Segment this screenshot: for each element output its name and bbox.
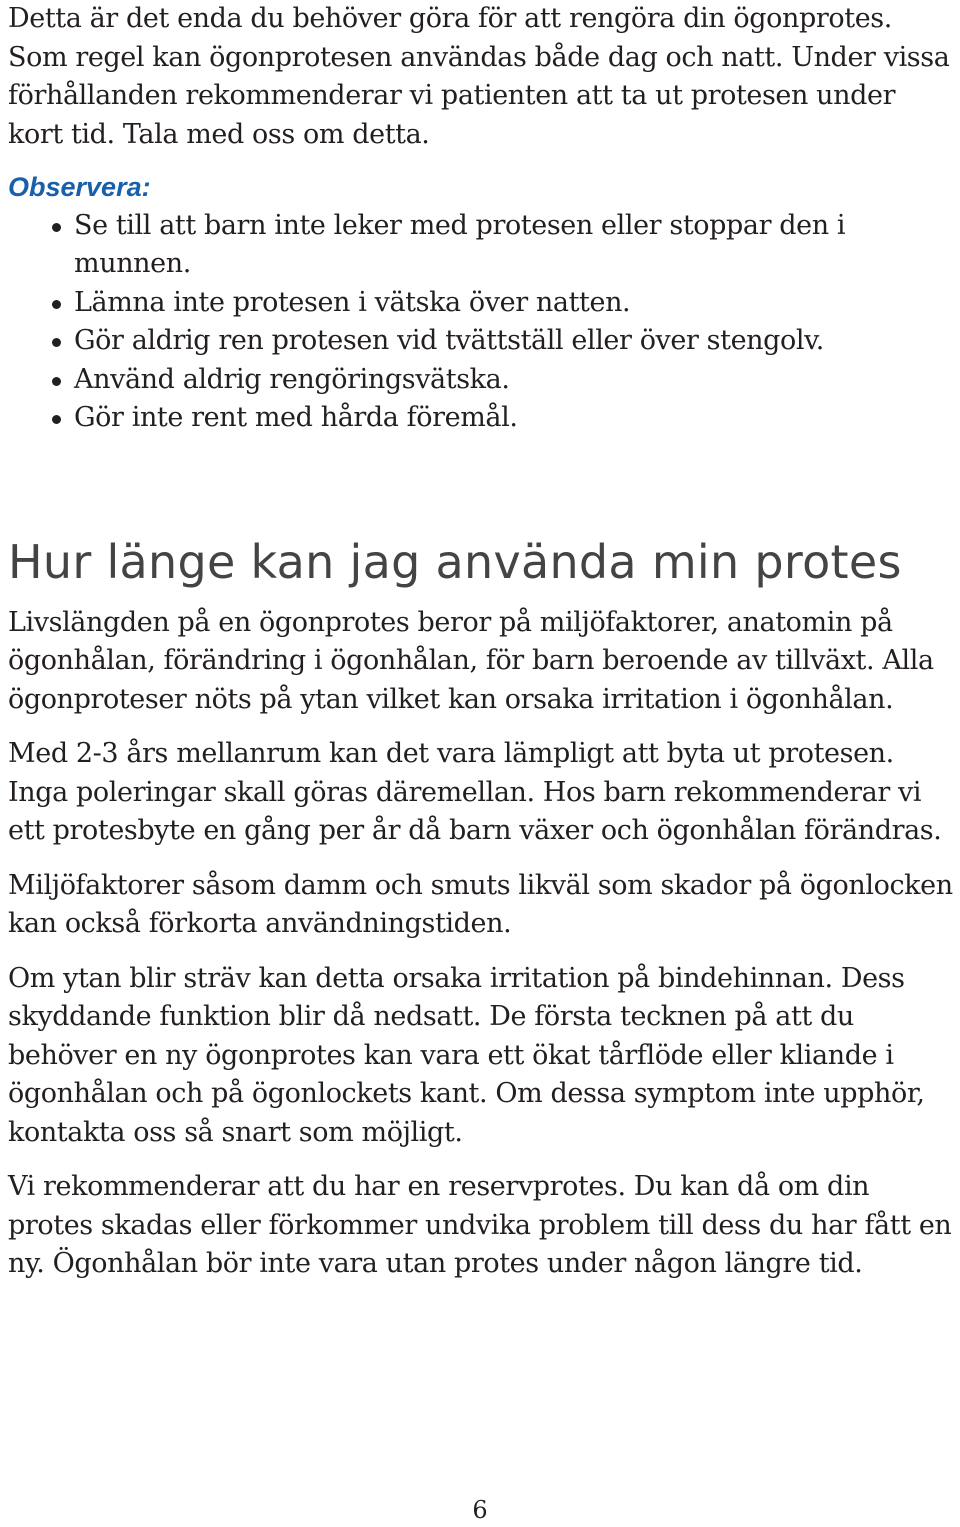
list-item (8, 399, 954, 438)
bullet-icon (52, 300, 61, 309)
list-item-text: Se till att barn inte leker med protesen eller stoppar den i munnen. (74, 209, 846, 279)
note-label: Observera: (8, 172, 151, 202)
list-item-text: Gör aldrig ren protesen vid tvättställ eller över stengolv. (74, 325, 824, 356)
document-page (8, 0, 954, 1284)
list-item-text: Gör inte rent med hårda föremål. (74, 402, 518, 433)
bullet-icon (52, 377, 61, 386)
intro-paragraph: Detta är det enda du behöver göra för att rengöra din ögonprotes. Som regel kan ögonprotesen användas både dag och natt. Under vissa förhållanden rekommenderar vi patienten att ta ut protesen under kort tid. Tala med oss om detta. (8, 3, 950, 150)
list-item (8, 361, 954, 400)
section-paragraph: Livslängden på en ögonprotes beror på miljöfaktorer, anatomin på ögonhålan, förändring i ögonhålan, för barn beroende av tillväxt. Alla ögonproteser nöts på ytan vilket kan orsaka irritation i ögonhålan. (8, 606, 934, 715)
list-item (8, 284, 954, 323)
section-paragraph: Med 2-3 års mellanrum kan det vara lämpligt att byta ut protesen. Inga poleringar skall göras däremellan. Hos barn rekommenderar vi ett protesbyte en gång per år då barn växer och ögonhålan förändras. (8, 738, 942, 846)
section-paragraph: Vi rekommenderar att du har en reservprotes. Du kan då om din protes skadas eller förkommer undvika problem till dess du har fått en ny. Ögonhålan bör inte vara utan protes under någon längre tid. (8, 1171, 952, 1279)
note-list (8, 207, 954, 438)
list-item (8, 207, 954, 284)
page-number: 6 (472, 1496, 488, 1524)
section-heading: Hur länge kan jag använda min protes (8, 534, 902, 589)
bullet-icon (52, 415, 61, 424)
section-paragraph: Om ytan blir sträv kan detta orsaka irritation på bindehinnan. Dess skyddande funktion blir då nedsatt. De första tecknen på att du behöver en ny ögonprotes kan vara ett ökat tårflöde eller kliande i ögonhålan och på ögonlockets kant. Om dessa symptom inte upphör, kontakta oss så snart som möjligt. (8, 962, 925, 1148)
bullet-icon (52, 223, 61, 232)
list-item-text: Lämna inte protesen i vätska över natten. (74, 286, 631, 318)
list-item-text: Använd aldrig rengöringsvätska. (74, 363, 510, 395)
bullet-icon (52, 338, 61, 347)
section-paragraph: Miljöfaktorer såsom damm och smuts likväl som skador på ögonlocken kan också förkorta användningstiden. (8, 869, 953, 939)
list-item (8, 322, 954, 361)
